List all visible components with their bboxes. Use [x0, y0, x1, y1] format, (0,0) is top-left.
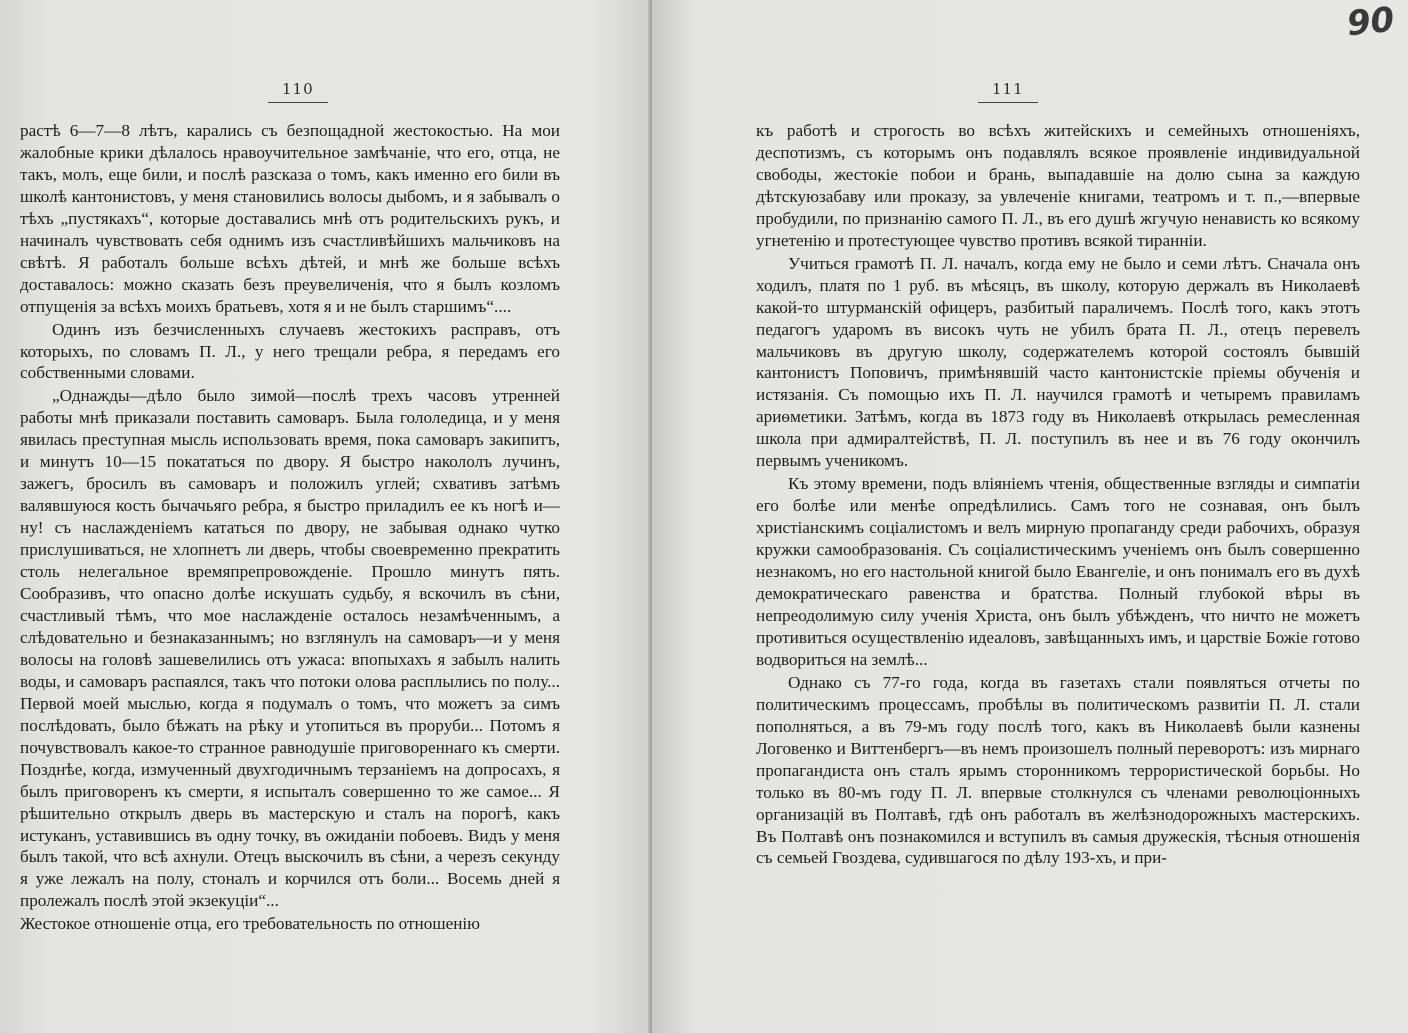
paragraph: Къ этому времени, подъ вліяніемъ чтенія, общественные взгляды и симпатіи его болѣе или менѣе опредѣлились. Самъ того не сознавая, онъ былъ христіанскимъ соціалистомъ и велъ мирную пропаганду среди рабочихъ, образуя кружки самообразованія. Съ соціалистическимъ ученіемъ онъ былъ совершенно незнакомъ, но его настольной книгой было Евангеліе, и онъ понималъ его въ духѣ демократическаго равенства и братства. Полный глубокой вѣры въ непреодолимую силу ученія Христа, онъ былъ убѣжденъ, что ничто не можетъ противиться осуществленію идеаловъ, завѣщанныхъ имъ, и царствіе Божіе готово водвориться на землѣ...: [756, 474, 1360, 669]
paragraph: „Однажды—дѣло было зимой—послѣ трехъ часовъ утренней работы мнѣ приказали поставить самоваръ. Была гололедица, и у меня явилась преступная мысль использовать время, пока самоваръ закипитъ, и минутъ 10—15 покататься по двору. Я быстро накололъ лучинъ, зажегъ, бросилъ въ самоваръ и положилъ углей; схвативъ затѣмъ валявшуюся кость бычачьяго ребра, я быстро приладилъ ее къ ногѣ и—ну! съ наслажденіемъ кататься по двору, не забывая однако чутко прислушиваться, не хлопнетъ ли дверь, чтобы своевременно прекратить столь нелегальное времяпрепровожденіе. Прошло минутъ пять. Сообразивъ, что опасно долѣе искушать судьбу, я вскочилъ въ сѣни, счастливый тѣмъ, что мое наслажденіе осталось незамѣченнымъ, а слѣдовательно и безнаказаннымъ; но взглянулъ на самоваръ—и у меня волосы на головѣ зашевелились отъ ужаса: впопыхахъ я забылъ налить воды, и самоваръ распаялся, такъ что потоки олова расплылись по полу... Первой моей мыслью, когда я подумалъ о томъ, что можетъ за симъ послѣдовать, было бѣжать на рѣку и утопиться въ проруби... Потомъ я почувствовалъ какое-то странное равнодушіе приговореннаго къ смерти. Позднѣе, когда, измученный двухгодичнымъ терзаніемъ на допросахъ, я былъ приговоренъ къ смерти, я испыталъ совершенно то же самое... Я рѣшительно открылъ дверь въ мастерскую и сталъ на порогѣ, какъ истуканъ, уставившись въ одну точку, въ ожиданіи побоевъ. Видъ у меня былъ такой, что всѣ ахнули. Отецъ выскочилъ въ сѣни, а черезъ секунду я уже лежалъ на полу, стоналъ и корчился отъ боли... Восемь дней я пролежалъ послѣ этой экзекуціи“...: [20, 386, 560, 911]
paragraph: Одинъ изъ безчисленныхъ случаевъ жестокихъ расправъ, отъ которыхъ, по словамъ П. Л., у него трещали ребра, я передамъ его собственными словами.: [20, 319, 560, 383]
right-page-text: [756, 120, 1360, 869]
paragraph: Однако съ 77-го года, когда въ газетахъ стали появляться отчеты по политическимъ процессамъ, пробѣлы въ политическомъ развитіи П. Л. стали пополняться, а въ 79-мъ году послѣ того, какъ въ Николаевѣ были казнены Логовенко и Виттенбергъ—въ немъ произошелъ полный переворотъ: изъ мирнаго пропагандиста онъ сталъ ярымъ сторонникомъ террористической борьбы. Но только въ 80-мъ году П. Л. впервые столкнулся съ членами революціонныхъ организацій въ Полтавѣ, гдѣ онъ работалъ въ желѣзнодорожныхъ мастерскихъ. Въ Полтавѣ онъ познакомился и вступилъ въ самыя дружескія, тѣсныя отношенія съ семьей Гвоздева, судившагося по дѣлу 193-хъ, и при-: [756, 672, 1360, 868]
paragraph: къ работѣ и строгость во всѣхъ житейскихъ и семейныхъ отношеніяхъ, деспотизмъ, съ которымъ онъ подавлялъ всякое проявленіе индивидуальной свободы, жестокіе побои и брань, выпадавшіе на долю сына за каждую дѣтскуюзабаву или проказу, за увлеченіе книгами, театромъ и т. п.,—впервые пробудили, по признанію самого П. Л., въ его душѣ жгучую ненависть ко всякому угнетенію и протестующее чувство противъ всякой тиранніи.: [756, 121, 1360, 250]
handwritten-folio-number: 90: [1344, 0, 1396, 45]
paragraph: Учиться грамотѣ П. Л. началъ, когда ему не было и семи лѣтъ. Сначала онъ ходилъ, платя по 1 руб. въ мѣсяцъ, въ школу, которую держалъ въ Николаевѣ какой-то штурманскій офицеръ, разбитый параличемъ. Послѣ того, какъ этотъ педагогъ ударомъ въ високъ чуть не убилъ брата П. Л., отецъ перевелъ мальчиковъ въ другую школу, содержателемъ которой состоялъ бывшій кантонистъ Поповичъ, примѣнявшій часто кантонистскіе пріемы обученія и истязанія. Съ помощью ихъ П. Л. научился грамотѣ и четыремъ правиламъ ариѳметики. Затѣмъ, когда въ 1873 году въ Николаевѣ открылась ремесленная школа при адмиралтействѣ, П. Л. поступилъ въ нее и въ 76 году окончилъ первымъ ученикомъ.: [756, 253, 1360, 471]
left-page-text: [20, 120, 560, 935]
paragraph: Жестокое отношеніе отца, его требовательность по отношенію: [20, 914, 481, 934]
page-number-right: 111: [978, 80, 1038, 103]
left-page: [0, 0, 652, 1033]
page-number-left: 110: [268, 80, 328, 103]
paragraph: растѣ 6—7—8 лѣтъ, карались съ безпощадной жестокостью. На мои жалобные крики дѣлалось нравоучительное замѣчаніе, что его, отца, не такъ, молъ, еще били, и послѣ разсказа о томъ, какъ именно его били въ школѣ кантонистовъ, у меня становились волосы дыбомъ, и я забывалъ о тѣхъ „пустякахъ“, которые доставались мнѣ отъ родительскихъ рукъ, и начиналъ чувствовать себя однимъ изъ счастливѣйшихъ мальчиковъ на свѣтѣ. Я работалъ больше всѣхъ дѣтей, и мнѣ же больше всѣхъ доставалось: можно сказать безъ преувеличенія, что я былъ козломъ отпущенія за всѣхъ моихъ братьевъ, хотя я и не былъ старшимъ“....: [20, 121, 560, 316]
right-page: [652, 0, 1408, 1033]
